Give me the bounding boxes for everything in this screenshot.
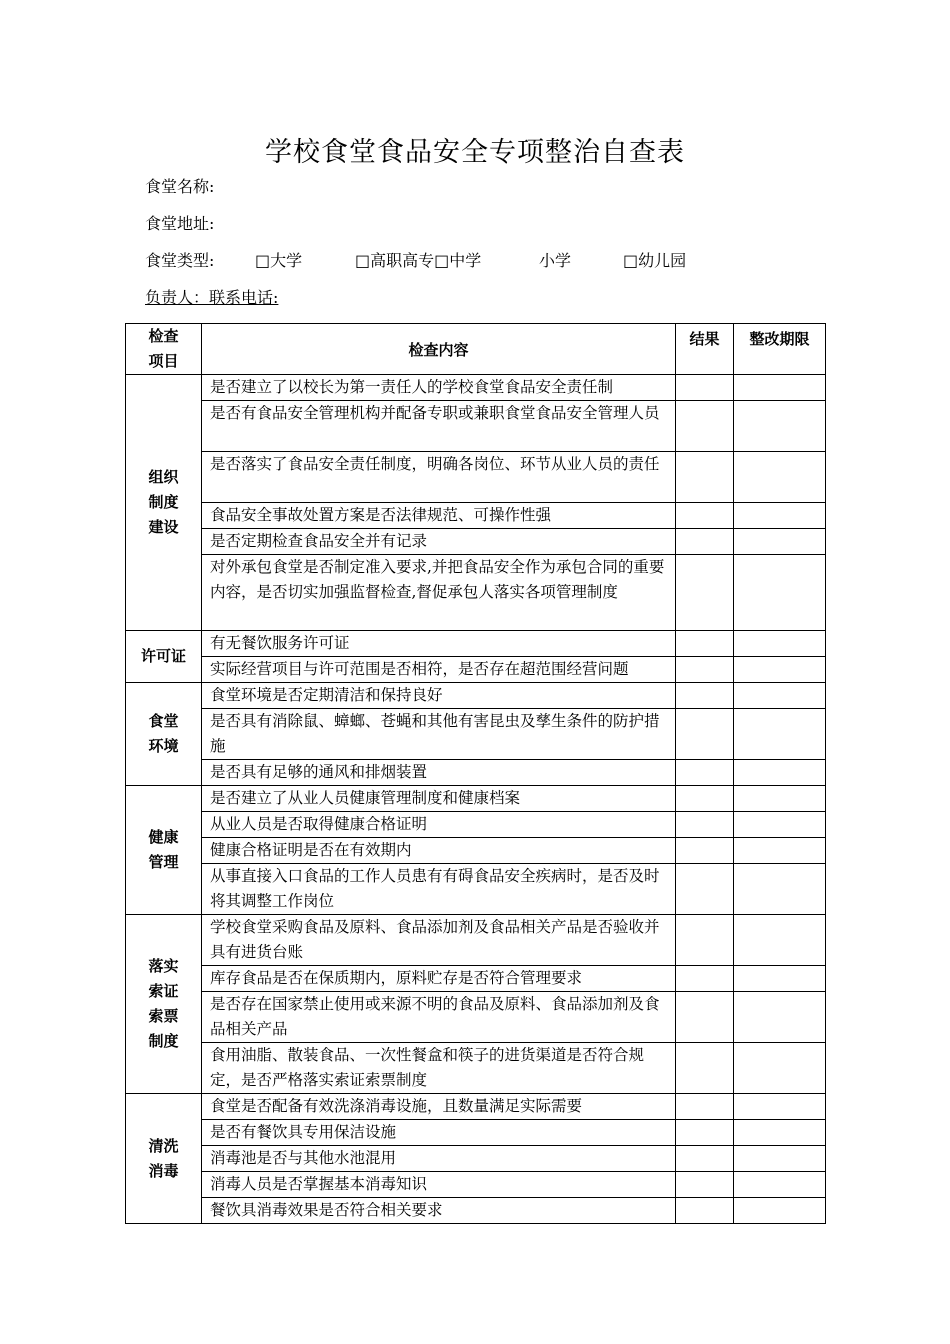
check-item: 从事直接入口食品的工作人员患有有碍食品安全疾病时，是否及时将其调整工作岗位 [202,864,676,915]
table-row [126,915,826,966]
result-cell[interactable] [676,503,734,529]
header-category: 检查项目 [126,324,202,375]
check-item: 食用油脂、散装食品、一次性餐盒和筷子的进货渠道是否符合规定，是否严格落实索证索票制度 [202,1043,676,1094]
check-item: 对外承包食堂是否制定准入要求,并把食品安全作为承包合同的重要内容，是否切实加强监督检查,督促承包人落实各项管理制度 [202,555,676,631]
check-item: 从业人员是否取得健康合格证明 [202,812,676,838]
check-item: 消毒人员是否掌握基本消毒知识 [202,1172,676,1198]
table-header-row [126,324,826,375]
table-row [126,1043,826,1094]
result-cell[interactable] [676,1172,734,1198]
table-row [126,864,826,915]
table-row [126,838,826,864]
deadline-cell[interactable] [734,966,826,992]
table-row [126,1120,826,1146]
table-row [126,786,826,812]
result-cell[interactable] [676,1043,734,1094]
check-item: 健康合格证明是否在有效期内 [202,838,676,864]
deadline-cell[interactable] [734,1043,826,1094]
result-cell[interactable] [676,401,734,452]
check-item: 是否有餐饮具专用保洁设施 [202,1120,676,1146]
type-option-kindergarten[interactable]: □幼儿园 [623,251,687,270]
table-row [126,1198,826,1224]
deadline-cell[interactable] [734,1094,826,1120]
deadline-cell[interactable] [734,657,826,683]
table-row [126,375,826,401]
table-row [126,709,826,760]
deadline-cell[interactable] [734,529,826,555]
header-deadline: 整改期限 [734,324,826,375]
table-row [126,555,826,631]
result-cell[interactable] [676,1198,734,1224]
check-item: 是否有食品安全管理机构并配备专职或兼职食堂食品安全管理人员 [202,401,676,452]
table-row [126,812,826,838]
result-cell[interactable] [676,1146,734,1172]
deadline-cell[interactable] [734,992,826,1043]
deadline-cell[interactable] [734,375,826,401]
deadline-cell[interactable] [734,786,826,812]
check-item: 是否具有消除鼠、蟑螂、苍蝇和其他有害昆虫及孳生条件的防护措施 [202,709,676,760]
category-label: 食堂环境 [148,712,179,755]
category-label: 许可证 [140,647,186,665]
table-row [126,966,826,992]
deadline-cell[interactable] [734,631,826,657]
result-cell[interactable] [676,966,734,992]
page-title: 学校食堂食品安全专项整治自查表 [265,137,685,168]
category-cell [126,683,202,786]
table-row [126,1146,826,1172]
check-item: 是否建立了从业人员健康管理制度和健康档案 [202,786,676,812]
type-option-primary[interactable]: 小学 [539,251,572,270]
check-item: 是否具有足够的通风和排烟装置 [202,760,676,786]
deadline-cell[interactable] [734,683,826,709]
deadline-cell[interactable] [734,1146,826,1172]
result-cell[interactable] [676,631,734,657]
deadline-cell[interactable] [734,709,826,760]
table-row [126,992,826,1043]
result-cell[interactable] [676,683,734,709]
deadline-cell[interactable] [734,760,826,786]
result-cell[interactable] [676,786,734,812]
table-row [126,760,826,786]
table-row [126,529,826,555]
result-cell[interactable] [676,1120,734,1146]
check-item: 食品安全事故处置方案是否法律规范、可操作性强 [202,503,676,529]
category-label: 组织制度建设 [148,468,179,536]
check-item: 实际经营项目与许可范围是否相符，是否存在超范围经营问题 [202,657,676,683]
deadline-cell[interactable] [734,503,826,529]
canteen-address-label: 食堂地址: [145,214,215,233]
deadline-cell[interactable] [734,555,826,631]
deadline-cell[interactable] [734,1120,826,1146]
header-result: 结果 [676,324,734,375]
result-cell[interactable] [676,1094,734,1120]
category-label: 落实索证索票制度 [148,957,179,1050]
result-cell[interactable] [676,760,734,786]
table-body [126,375,826,1224]
deadline-cell[interactable] [734,812,826,838]
canteen-name-label: 食堂名称: [145,177,215,196]
type-option-university[interactable]: □大学 [255,251,303,270]
deadline-cell[interactable] [734,401,826,452]
check-item: 餐饮具消毒效果是否符合相关要求 [202,1198,676,1224]
table-row [126,503,826,529]
result-cell[interactable] [676,529,734,555]
check-item: 学校食堂采购食品及原料、食品添加剂及食品相关产品是否验收并具有进货台账 [202,915,676,966]
type-option-vocational-middle[interactable]: □高职高专□中学 [355,251,482,270]
category-cell [126,786,202,915]
check-item: 食堂是否配备有效洗涤消毒设施，且数量满足实际需要 [202,1094,676,1120]
category-cell [126,1094,202,1224]
result-cell[interactable] [676,812,734,838]
deadline-cell[interactable] [734,864,826,915]
result-cell[interactable] [676,555,734,631]
category-cell [126,375,202,631]
check-item: 消毒池是否与其他水池混用 [202,1146,676,1172]
check-item: 是否建立了以校长为第一责任人的学校食堂食品安全责任制 [202,375,676,401]
table-row [126,683,826,709]
check-item: 食堂环境是否定期清洁和保持良好 [202,683,676,709]
table-row [126,1094,826,1120]
check-item: 是否落实了食品安全责任制度，明确各岗位、环节从业人员的责任 [202,452,676,503]
category-cell [126,915,202,1094]
result-cell[interactable] [676,657,734,683]
deadline-cell[interactable] [734,452,826,503]
contact-label: 负责人：联系电话: [145,288,279,307]
check-item: 库存食品是否在保质期内，原料贮存是否符合管理要求 [202,966,676,992]
deadline-cell[interactable] [734,915,826,966]
result-cell[interactable] [676,375,734,401]
category-cell [126,631,202,683]
category-label: 清洗消毒 [148,1136,179,1180]
check-item: 是否定期检查食品安全并有记录 [202,529,676,555]
result-cell[interactable] [676,452,734,503]
table-row [126,452,826,503]
result-cell[interactable] [676,864,734,915]
table-row [126,1172,826,1198]
result-cell[interactable] [676,709,734,760]
category-label: 健康管理 [148,828,179,871]
result-cell[interactable] [676,915,734,966]
table-row [126,401,826,452]
inspection-table [125,323,826,1224]
result-cell[interactable] [676,838,734,864]
deadline-cell[interactable] [734,1172,826,1198]
table-row [126,631,826,657]
deadline-cell[interactable] [734,1198,826,1224]
result-cell[interactable] [676,992,734,1043]
header-content: 检查内容 [202,324,676,375]
check-item: 是否存在国家禁止使用或来源不明的食品及原料、食品添加剂及食品相关产品 [202,992,676,1043]
table-row [126,657,826,683]
check-item: 有无餐饮服务许可证 [202,631,676,657]
deadline-cell[interactable] [734,838,826,864]
canteen-type-label: 食堂类型: [145,251,215,270]
